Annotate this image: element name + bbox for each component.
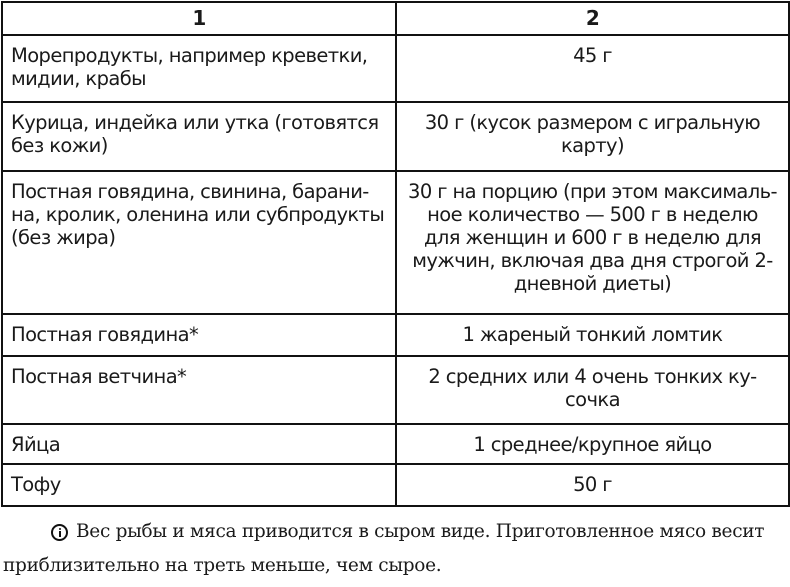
amount-cell: 45 г [396,35,789,102]
food-cell: Постная говядина* [2,314,396,356]
info-icon [51,524,68,541]
amount-cell: 2 средних или 4 очень тонких ку-сочка [396,356,789,424]
info-note [0,515,790,583]
amount-cell: 1 жареный тонкий ломтик [396,314,789,356]
food-cell: Тофу [2,464,396,506]
note-text-line1: Вес рыбы и мяса приводится в сыром виде. Приготовленное мясо весит [76,521,765,542]
amount-cell: 30 г на порцию (при этом максималь-ное количество — 500 г в неделю для женщин и 600 г в неделю для мужчин, включая два дня строгой 2-дневной диеты) [396,171,789,314]
food-cell: Постная говядина, свинина, барани-на, кролик, оленина или субпродукты (без жира) [2,171,396,314]
food-cell: Курица, индейка или утка (готовятся без кожи) [2,102,396,171]
table-row [2,314,789,356]
table-row [2,171,789,314]
amount-cell: 50 г [396,464,789,506]
amount-cell: 1 среднее/крупное яйцо [396,424,789,464]
note-first-line [0,515,790,549]
note-text-line2: приблизительно на треть меньше, чем сырое. [3,555,442,576]
column-header-2: 2 [396,2,789,35]
table-row [2,464,789,506]
table-header-row [2,2,789,35]
portion-table [1,1,790,507]
table-row [2,35,789,102]
table-row [2,424,789,464]
amount-cell: 30 г (кусок размером с игральную карту) [396,102,789,171]
table-row [2,356,789,424]
food-cell: Морепродукты, например креветки, мидии, крабы [2,35,396,102]
food-cell: Постная ветчина* [2,356,396,424]
table-row [2,102,789,171]
food-cell: Яйца [2,424,396,464]
column-header-1: 1 [2,2,396,35]
